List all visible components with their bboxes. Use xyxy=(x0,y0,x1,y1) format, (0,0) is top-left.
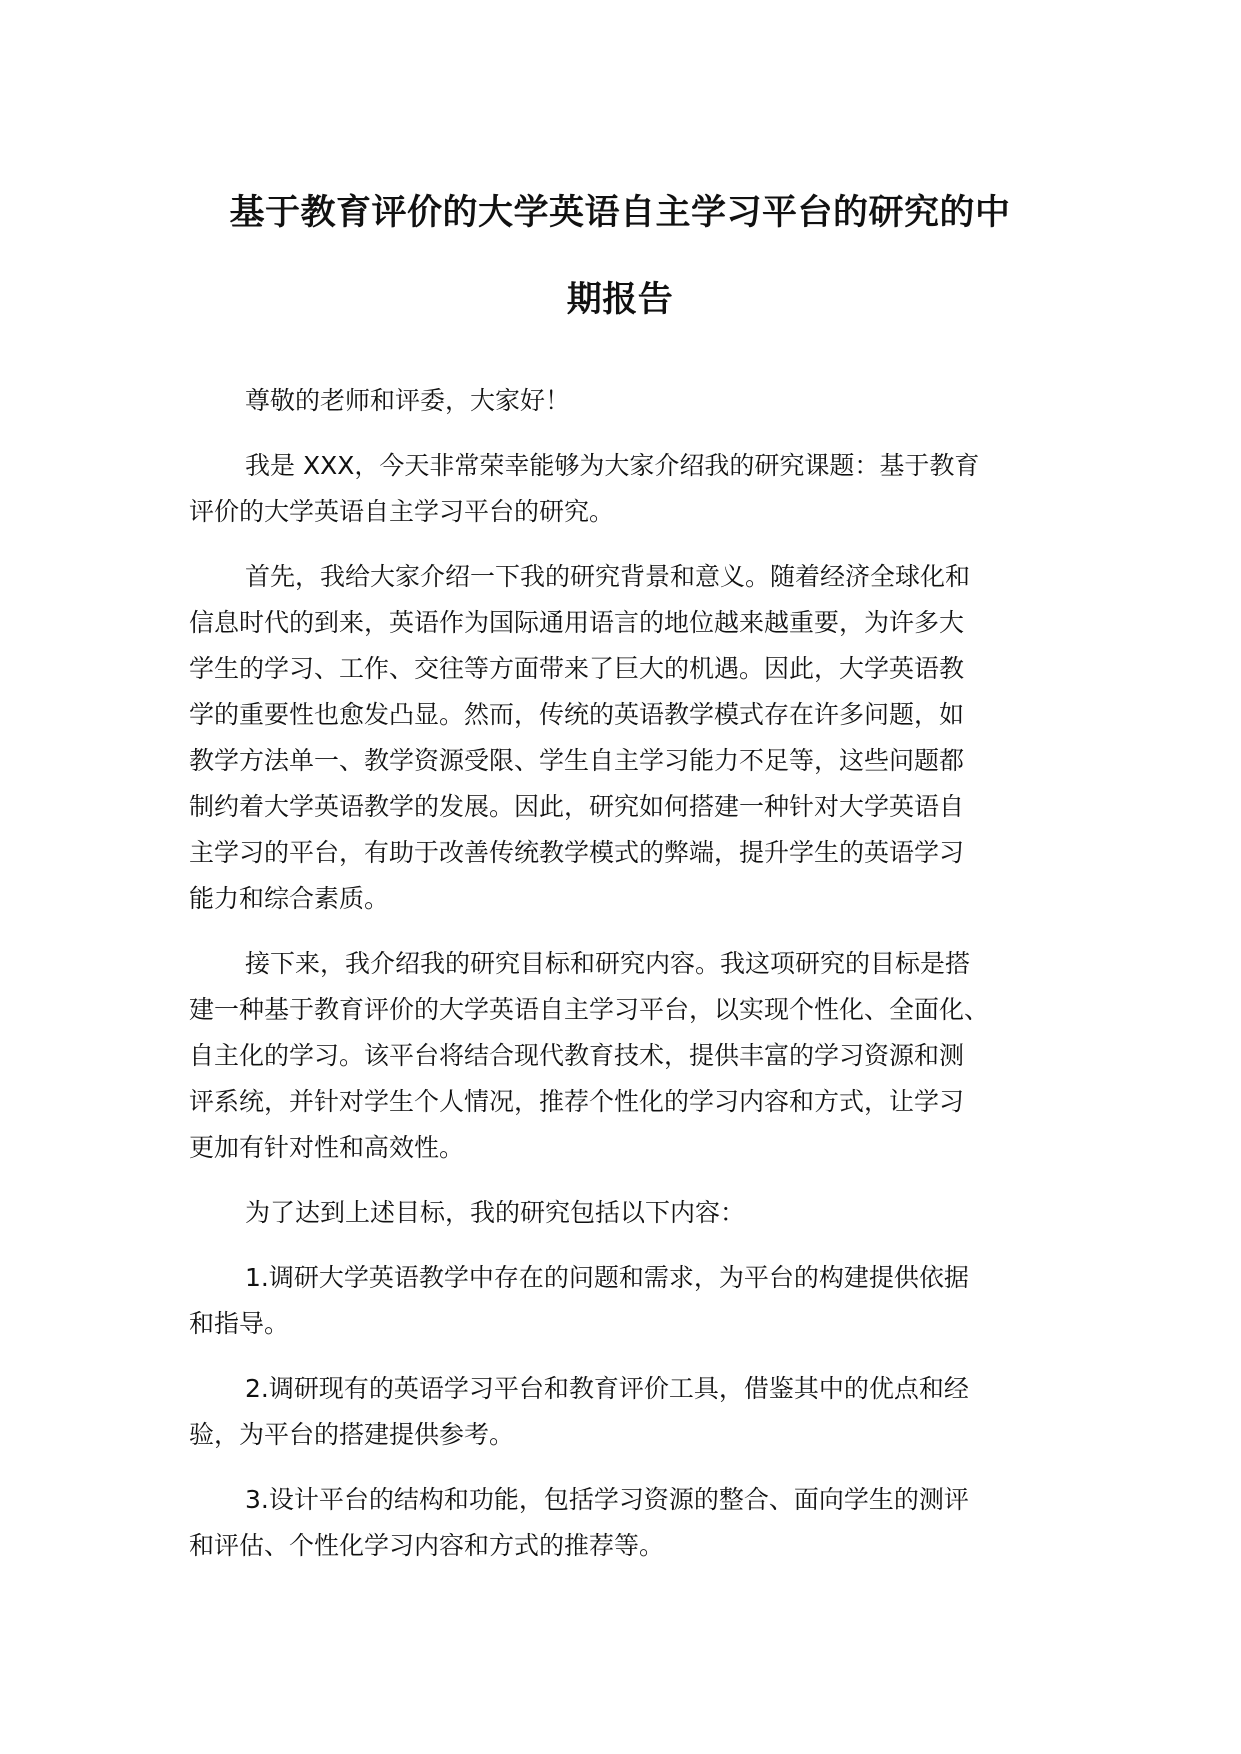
paragraph-line: 学生的学习、工作、交往等方面带来了巨大的机遇。因此，大学英语教 xyxy=(189,654,965,683)
title-line-2: 期报告 xyxy=(566,280,674,320)
paragraph-line: 制约着大学英语教学的发展。因此，研究如何搭建一种针对大学英语自 xyxy=(189,792,965,821)
paragraph-line: 接下来，我介绍我的研究目标和研究内容。我这项研究的目标是搭 xyxy=(245,949,971,978)
paragraph-line: 为了达到上述目标，我的研究包括以下内容： xyxy=(245,1198,746,1227)
document-body xyxy=(189,378,1059,1588)
paragraph-line: 主学习的平台，有助于改善传统教学模式的弊端，提升学生的英语学习 xyxy=(189,838,965,867)
list-item-2 xyxy=(189,1366,1059,1458)
paragraph-goals xyxy=(189,941,1059,1171)
paragraph-line: 验，为平台的搭建提供参考。 xyxy=(189,1420,515,1449)
paragraph-line: 教学方法单一、教学资源受限、学生自主学习能力不足等，这些问题都 xyxy=(189,746,965,775)
list-item-3 xyxy=(189,1477,1059,1569)
document-title xyxy=(150,170,1090,344)
paragraph-line: 能力和综合素质。 xyxy=(189,884,390,913)
paragraph-line: 1.调研大学英语教学中存在的问题和需求，为平台的构建提供依据 xyxy=(245,1263,969,1292)
paragraph-line: 更加有针对性和高效性。 xyxy=(189,1133,465,1162)
paragraph-line: 和指导。 xyxy=(189,1309,290,1338)
paragraph-line: 信息时代的到来，英语作为国际通用语言的地位越来越重要，为许多大 xyxy=(189,608,965,637)
paragraph-introduction xyxy=(189,443,1059,535)
paragraph-line: 我是 XXX，今天非常荣幸能够为大家介绍我的研究课题：基于教育 xyxy=(245,451,980,480)
paragraph-greeting xyxy=(189,378,1059,424)
list-item-1 xyxy=(189,1255,1059,1347)
paragraph-line: 2.调研现有的英语学习平台和教育评价工具，借鉴其中的优点和经 xyxy=(245,1374,969,1403)
paragraph-line: 学的重要性也愈发凸显。然而，传统的英语教学模式存在许多问题，如 xyxy=(189,700,965,729)
paragraph-line: 尊敬的老师和评委，大家好！ xyxy=(245,386,571,415)
paragraph-line: 3.设计平台的结构和功能，包括学习资源的整合、面向学生的测评 xyxy=(245,1485,969,1514)
paragraph-line: 评系统，并针对学生个人情况，推荐个性化的学习内容和方式，让学习 xyxy=(189,1087,965,1116)
paragraph-line: 建一种基于教育评价的大学英语自主学习平台，以实现个性化、全面化、 xyxy=(189,995,990,1024)
paragraph-line: 评价的大学英语自主学习平台的研究。 xyxy=(189,497,615,526)
paragraph-line: 首先，我给大家介绍一下我的研究背景和意义。随着经济全球化和 xyxy=(245,562,971,591)
paragraph-background xyxy=(189,554,1059,922)
paragraph-content-intro xyxy=(189,1190,1059,1236)
paragraph-line: 和评估、个性化学习内容和方式的推荐等。 xyxy=(189,1531,665,1560)
title-line-1: 基于教育评价的大学英语自主学习平台的研究的中 xyxy=(229,193,1011,233)
paragraph-line: 自主化的学习。该平台将结合现代教育技术，提供丰富的学习资源和测 xyxy=(189,1041,965,1070)
